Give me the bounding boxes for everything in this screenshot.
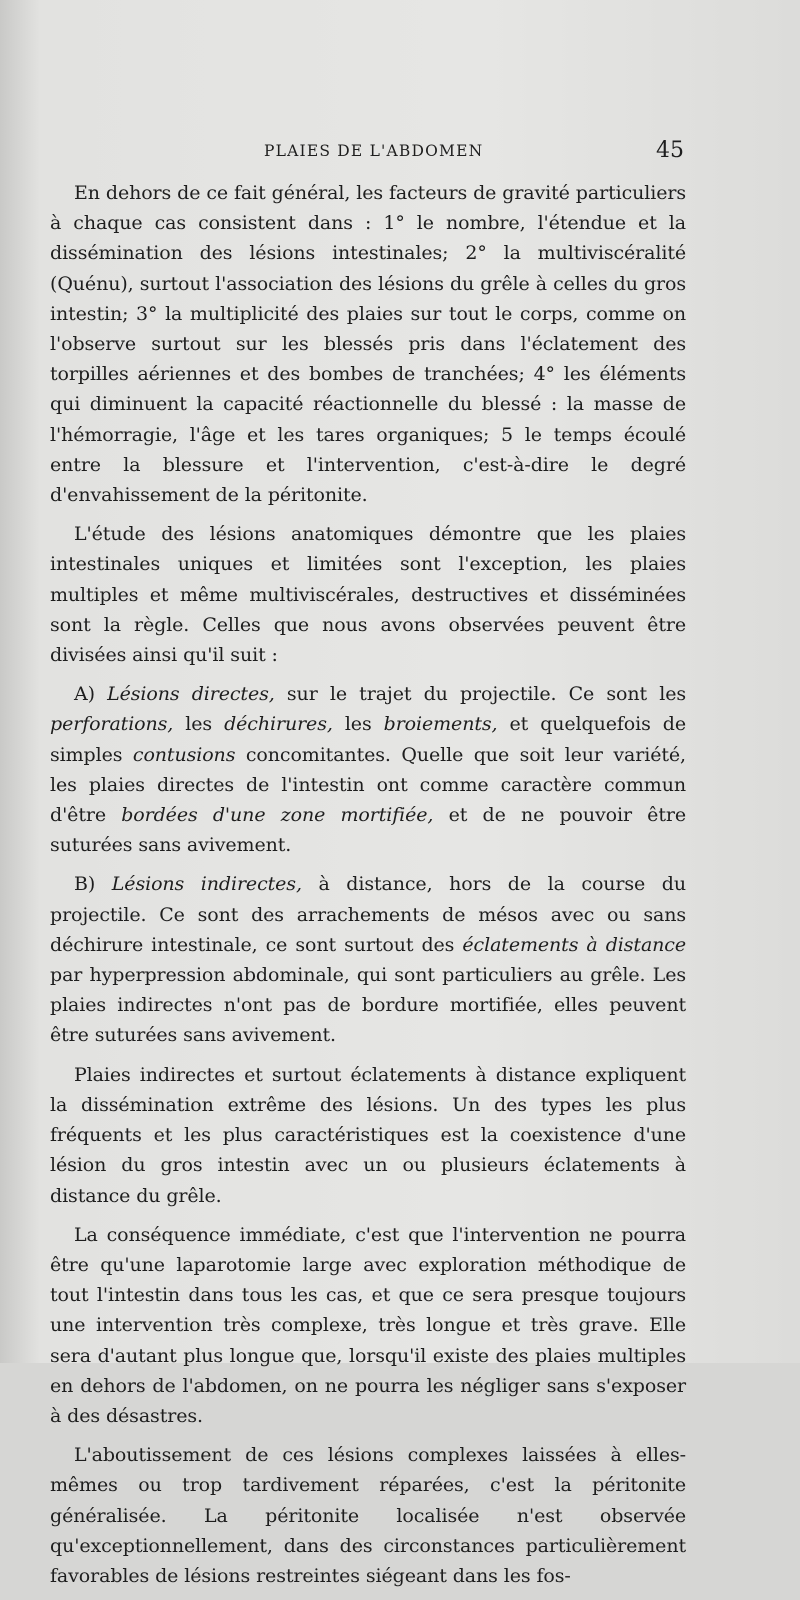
paragraph-3 — [50, 679, 686, 860]
paragraph-4-text-2: par hyperpression abdominale, qui sont particuliers au grêle. Les plaies indirectes n'ont pas de bordure mortifiée, elles peuvent être suturées sans avivement. — [50, 964, 686, 1047]
italic-contusions: contusions — [132, 743, 236, 766]
paragraph-4-text-1: à distance, hors de la course du projectile. Ce sont des arrachements de mésos avec ou sans déchirure intestinale, ce sont surtout des — [50, 873, 686, 956]
paragraph-3-text-4: et quelquefois de simples — [50, 713, 687, 766]
italic-eclatements-a-distance: éclatements à distance — [462, 933, 686, 956]
page-number: 45 — [656, 138, 684, 163]
italic-zone-mortifiee: bordées d'une zone mortifiée, — [121, 804, 434, 827]
running-head — [52, 138, 684, 168]
running-title: PLAIES DE L'ABDOMEN — [264, 142, 484, 160]
italic-lesions-indirectes: Lésions indirectes, — [111, 873, 302, 896]
paragraph-3-text-2: les — [173, 713, 225, 736]
paragraph-3-text-6: et de ne pouvoir être suturées sans avivement. — [50, 804, 686, 857]
paragraph-3-text-3: les — [332, 713, 384, 736]
paragraph-5: Plaies indirectes et surtout éclatements à distance expliquent la dissémination extrême des lésions. Un des types les plus fréquents et les plus caractéristiques est la coexistence d'une lésion du gros intestin avec un ou plusieurs éclatements à distance du grêle. — [50, 1063, 686, 1207]
paragraph-4-prefix: B) — [74, 873, 112, 896]
italic-broiements: broiements, — [383, 713, 498, 736]
paragraph-1: En dehors de ce fait général, les facteurs de gravité particuliers à chaque cas consistent dans : 1° le nombre, l'étendue et la dissémination des lésions intestinales; 2° la multiviscéralité (Quénu), surtout l'association des lésions du grêle à celles du gros intestin; 3° la multiplicité des plaies sur tout le corps, comme on l'observe surtout sur les blessés pris dans l'éclatement des torpilles aériennes et des bombes de tranchées; 4° les éléments qui diminuent la capacité réactionnelle du blessé : la masse de l'hémorragie, l'âge et les tares organiques; 5 le temps écoulé entre la blessure et l'intervention, c'est-à-dire le degré d'envahissement de la péritonite. — [50, 182, 686, 507]
italic-lesions-directes: Lésions directes, — [107, 683, 275, 706]
body-text — [50, 178, 686, 1600]
paragraph-3-text-5: concomitantes. Quelle que soit leur variété, les plaies directes de l'intestin ont comme caractère commun d'être — [50, 743, 686, 827]
paragraph-2: L'étude des lésions anatomiques démontre que les plaies intestinales uniques et limitées sont l'exception, les plaies multiples et même multiviscérales, destructives et disséminées sont la règle. Celles que nous avons observées peuvent être divisées ainsi qu'il suit : — [50, 523, 686, 667]
paragraph-3-text-1: sur le trajet du projectile. Ce sont les — [274, 683, 686, 706]
paragraph-6: La conséquence immédiate, c'est que l'intervention ne pourra être qu'une laparotomie large avec exploration méthodique de tout l'intestin dans tous les cas, et que ce sera presque toujours une intervention très complexe, très longue et très grave. Elle sera d'autant plus longue que, lorsqu'il existe des plaies multiples en dehors de l'abdomen, on ne pourra les négliger sans s'exposer à des désastres. — [50, 1223, 686, 1427]
paragraph-3-prefix: A) — [74, 683, 108, 706]
italic-perforations: perforations, — [50, 713, 174, 736]
italic-dechirures: déchirures, — [224, 713, 333, 736]
paragraph-7: L'aboutissement de ces lésions complexes laissées à elles-mêmes ou trop tardivement réparées, c'est la péritonite généralisée. La péritonite localisée n'est observée qu'exceptionnellement, dans des circonstances particulièrement favorables de lésions restreintes siégeant dans les fos- — [50, 1444, 686, 1587]
paragraph-4 — [50, 869, 686, 1050]
